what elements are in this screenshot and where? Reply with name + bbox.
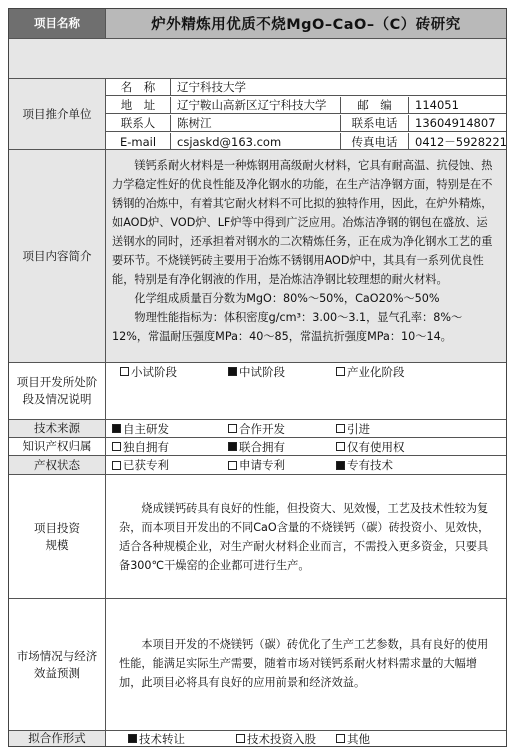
intro-composition: 化学组成质量百分数为MgO：80%～50%，CaO20%～50% bbox=[134, 292, 440, 305]
coop-option-equity[interactable]: 技术投资入股 bbox=[236, 731, 316, 746]
recommender-section bbox=[9, 79, 506, 150]
phone-value: 13604914807 bbox=[415, 116, 496, 130]
status-option-applying[interactable]: 申请专利 bbox=[228, 456, 285, 474]
checkbox-icon[interactable] bbox=[112, 442, 121, 451]
stage-option-pilot-small[interactable]: 小试阶段 bbox=[120, 363, 177, 380]
title-row bbox=[9, 9, 506, 39]
address-label: 地 址 bbox=[106, 97, 171, 113]
market-text: 本项目开发的不烧镁钙（碳）砖优化了生产工艺参数，具有良好的使用性能，能满足实际生产需要，随着市场对镁钙系耐火材料需求量的大幅增加，此项目必将具有良好的应用前景和经济效益。 bbox=[119, 638, 489, 689]
investment-section bbox=[9, 475, 506, 599]
ip-owner-label: 知识产权归属 bbox=[9, 438, 106, 455]
checkbox-icon[interactable] bbox=[336, 442, 345, 451]
blank-row bbox=[9, 39, 506, 79]
intro-paragraph: 镁钙系耐火材料是一种炼钢用高级耐火材料，它具有耐高温、抗侵蚀、热力学稳定性好的优良性能及净化钢水的功能，在生产洁净钢方面，特别是在不锈钢的冶炼中，有着其它耐火材料不可比拟的独特作用，因此，在炉外精炼，如AOD炉、VOD炉、LF炉等中得到广泛应用。冶炼洁净钢的钢包在盛放、运送钢水的同时，还承担着对钢水的二次精炼任务，正在成为净化钢水工艺的重要环节。不烧镁钙砖主要用于冶炼不锈钢用AOD炉中，其具有一系列优良性能，特别是有净化钢液的作用，是冶炼洁净钢比较理想的耐火材料。 bbox=[112, 159, 493, 286]
cooperation-label: 拟合作形式 bbox=[9, 731, 106, 746]
fax-label: 传真电话 bbox=[341, 133, 409, 150]
checkbox-icon[interactable] bbox=[120, 367, 129, 376]
market-section bbox=[9, 599, 506, 731]
checkbox-checked-icon[interactable] bbox=[112, 424, 121, 433]
recommender-email-row bbox=[106, 133, 506, 150]
tech-source-label: 技术来源 bbox=[9, 420, 106, 437]
name-value: 辽宁科技大学 bbox=[177, 80, 246, 94]
name-label: 名 称 bbox=[106, 79, 171, 95]
checkbox-icon[interactable] bbox=[336, 424, 345, 433]
tech-option-coop[interactable]: 合作开发 bbox=[228, 420, 285, 437]
phone-label: 联系电话 bbox=[341, 115, 409, 131]
address-value: 辽宁鞍山高新区辽宁科技大学 bbox=[171, 97, 341, 113]
recommender-contact-row bbox=[106, 115, 506, 132]
tech-source-row bbox=[9, 420, 506, 438]
stage-options bbox=[106, 363, 506, 380]
project-form bbox=[8, 8, 507, 747]
checkbox-icon[interactable] bbox=[336, 367, 345, 376]
ip-status-row bbox=[9, 456, 506, 475]
email-label: E-mail bbox=[106, 133, 171, 150]
stage-section bbox=[9, 363, 506, 420]
investment-label: 项目投资规模 bbox=[9, 475, 106, 598]
market-label: 市场情况与经济效益预测 bbox=[9, 599, 106, 730]
coop-option-other[interactable]: 其他 bbox=[336, 731, 370, 746]
checkbox-checked-icon[interactable] bbox=[128, 734, 137, 743]
checkbox-icon[interactable] bbox=[112, 461, 121, 470]
intro-properties: 物理性能指标为：体积密度g/cm³：3.00～3.1，显气孔率：8%～12%，常温耐压强度MPa：40～85，常温抗折强度MPa：10～14。 bbox=[112, 311, 463, 343]
email-value: csjaskd@163.com bbox=[171, 133, 341, 150]
checkbox-icon[interactable] bbox=[236, 734, 245, 743]
status-option-proprietary[interactable]: 专有技术 bbox=[336, 456, 393, 474]
contact-label: 联系人 bbox=[106, 115, 171, 131]
ip-option-use[interactable]: 仅有使用权 bbox=[336, 438, 405, 455]
fax-value: 0412－5928221 bbox=[415, 134, 507, 149]
ip-option-sole[interactable]: 独自拥有 bbox=[112, 438, 169, 455]
tech-option-import[interactable]: 引进 bbox=[336, 420, 370, 437]
contact-value: 陈树江 bbox=[171, 115, 341, 131]
stage-option-industrial[interactable]: 产业化阶段 bbox=[336, 363, 405, 380]
recommender-address-row bbox=[106, 97, 506, 114]
checkbox-icon[interactable] bbox=[228, 461, 237, 470]
cooperation-row bbox=[9, 731, 506, 746]
checkbox-checked-icon[interactable] bbox=[228, 367, 237, 376]
checkbox-checked-icon[interactable] bbox=[336, 461, 345, 470]
coop-option-transfer[interactable]: 技术转让 bbox=[128, 731, 185, 746]
project-name-label: 项目名称 bbox=[9, 9, 106, 38]
project-title: 炉外精炼用优质不烧MgO–CaO–（C）砖研究 bbox=[151, 17, 461, 33]
checkbox-icon[interactable] bbox=[228, 424, 237, 433]
postcode-label: 邮 编 bbox=[341, 97, 409, 113]
ip-owner-row bbox=[9, 438, 506, 456]
intro-content bbox=[112, 156, 498, 346]
stage-option-pilot[interactable]: 中试阶段 bbox=[228, 363, 285, 380]
ip-status-label: 产权状态 bbox=[9, 456, 106, 474]
ip-option-joint[interactable]: 联合拥有 bbox=[228, 438, 285, 455]
tech-option-own[interactable]: 自主研发 bbox=[112, 420, 169, 437]
stage-label: 项目开发所处阶段及情况说明 bbox=[9, 363, 106, 419]
recommender-name-row bbox=[106, 79, 506, 96]
investment-text: 烧成镁钙砖具有良好的性能，但投资大、见效慢，工艺及技术性较为复杂，而本项目开发出的不同CaO含量的不烧镁钙（碳）砖投资小、见效快，适合各种规模企业，对生产耐火材料企业而言，不需投入更多资金，只要具备300℃干燥窑的企业都可进行生产。 bbox=[119, 502, 490, 572]
checkbox-checked-icon[interactable] bbox=[228, 442, 237, 451]
investment-content bbox=[119, 499, 492, 575]
intro-label: 项目内容简介 bbox=[9, 150, 106, 362]
intro-section bbox=[9, 150, 506, 363]
status-option-patented[interactable]: 已获专利 bbox=[112, 456, 169, 474]
market-content bbox=[119, 635, 492, 692]
checkbox-icon[interactable] bbox=[336, 734, 345, 743]
postcode-value: 114051 bbox=[415, 98, 459, 112]
recommender-label: 项目推介单位 bbox=[9, 79, 106, 149]
